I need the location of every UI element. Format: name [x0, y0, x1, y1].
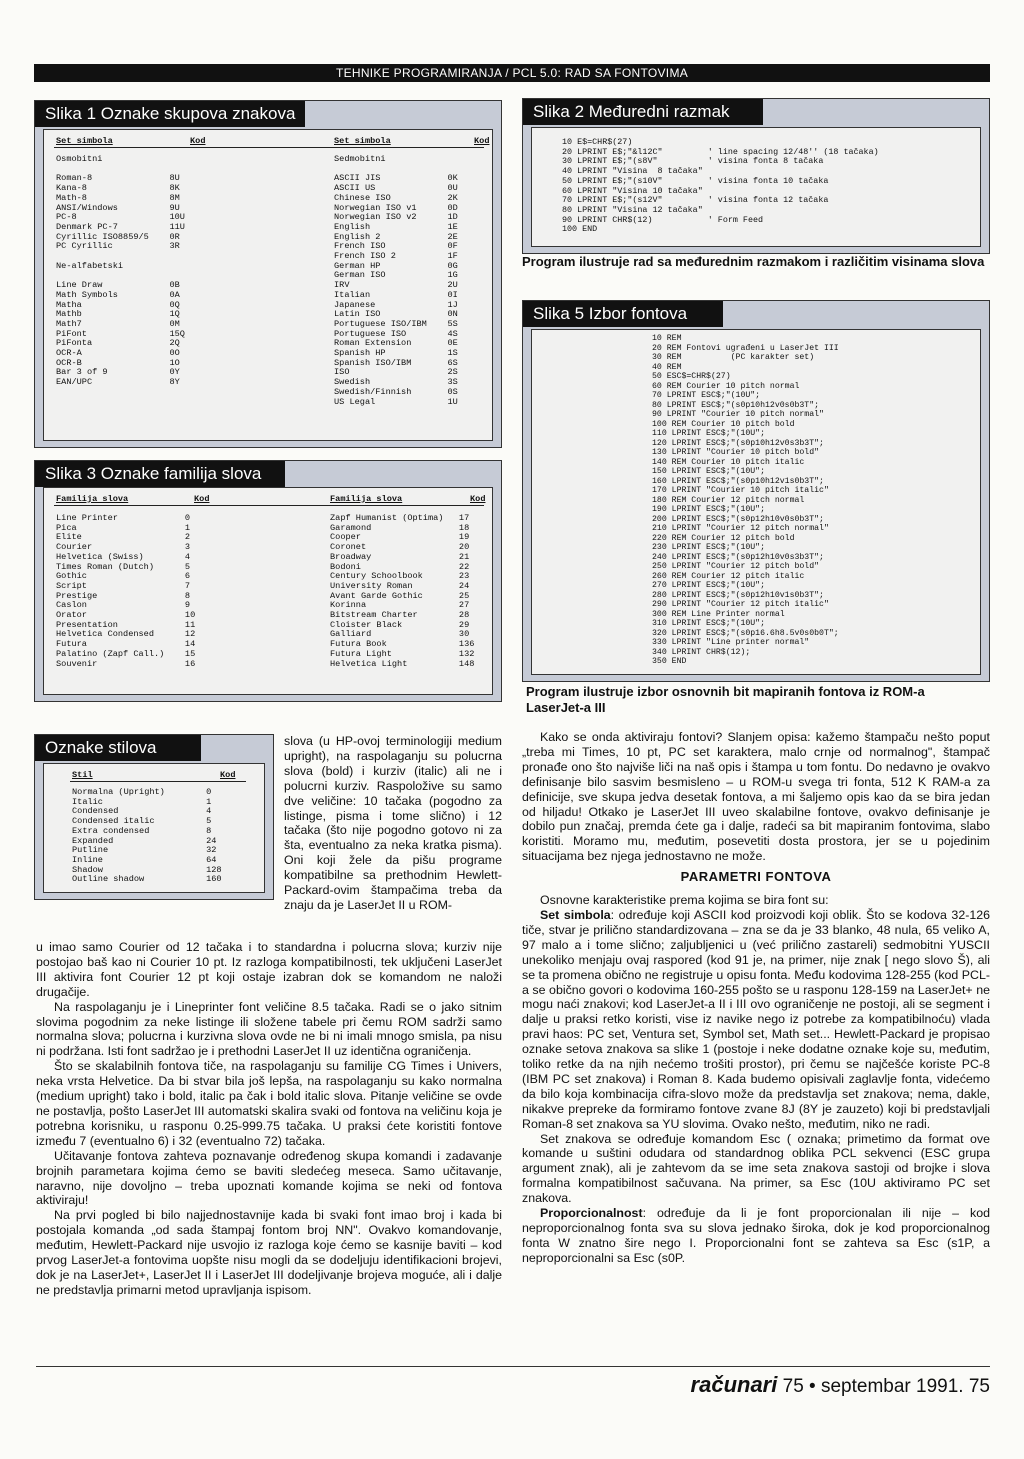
styles-title: Oznake stilova: [35, 735, 201, 761]
styles-col-head: Stil: [72, 770, 93, 780]
article-r4: Set znakova se određuje komandom Esc ( oznaka; primetimo da format ove komande u suštini odudara od standardnog oblika PCL sekvenci (ESC grupa argument znak), ali je zahtevom da se ime seta znakova sastoji od brojke i slova formalna kompatibilnost sačuvana. Na primer, sa Esc (10U aktiviramo PC set znakova.: [522, 1131, 990, 1206]
issue-info: 75 • septembar 1991. 75: [782, 1376, 990, 1397]
figure-1-title: Slika 1 Oznake skupova znakova: [35, 101, 305, 127]
fig2-caption: Program ilustruje rad sa međurednim razmakom i različitim visinama slova: [522, 254, 985, 269]
fig3-left-list: Line Printer 0 Pica 1 Elite 2 Courier 3 Helvetica (Swiss) 4 Times Roman (Dutch) 5 Gothic 6 Script 7 Prestige 8 Caslon 9 Orator 10 Presentation 11 Helvetica Condensed 12 Futura 14 Palatino (Zapf Call.) 15 Souvenir 16: [56, 513, 196, 669]
figure-3-table: [43, 487, 493, 695]
figure-1: [34, 100, 502, 448]
figure-5-code-panel: [531, 329, 981, 675]
figure-3-title: Slika 3 Oznake familija slova: [35, 461, 285, 487]
fig3-kod-head-left: Kod: [194, 494, 210, 504]
article-p2: Na raspolaganju je i Lineprinter font veličine 8.5 tačaka. Radi se o jako sitnim slovima pogodnim za neke listinge ili složene tabele pri čemu ROM sadrži samo normalna slova; polucrna i kurzivna slova ovde ne bi ni imali mnogo smisla, pa nisu ni podržana. Isti font sadržao je i prethodni LaserJet II uz identična ograničenja.: [36, 999, 502, 1059]
figure-2-title: Slika 2 Međuredni razmak: [523, 99, 763, 125]
fig1-col-head-right: Set simbola: [334, 136, 391, 146]
fig1-kod-head-left: Kod: [190, 136, 206, 146]
footer: [560, 1372, 990, 1398]
figure-2: [522, 98, 990, 254]
fig3-kod-head-right: Kod: [470, 494, 486, 504]
figure-1-table: [43, 129, 493, 441]
fig1-left-list: Osmobitni Roman-8 8U Kana-8 8K Math-8 8M ANSI/Windows 9U PC-8 10U Denmark PC-7 11U Cyrillic ISO8859/5 0R PC Cyrillic 3R Ne-alfabetski Line Draw 0B Math Symbols 0A Matha 0Q Mathb 1Q Math7 0M PiFont 15Q PiFonta 2Q OCR-A 0O OCR-B 1O Bar 3 of 9 0Y EAN/UPC 8Y: [56, 154, 185, 388]
styles-kod-head: Kod: [220, 770, 236, 780]
article-p3: Što se skalabilnih fontova tiče, na raspolaganju su familije CG Times i Univers, neka vrsta Helvetice. Da bi stvar bila još lepša, na raspolaganju su kako normalna (medium upright) tako i bold, italic pa čak i bold italic slova. Pitanje veličine se ovde ne postavlja, pošto LaserJet III automatski skalira svaki od fontova na veličinu koja je potrebna korisniku, u rasponu 0.25-999.75 tačaka. U praksi ćete koristiti fontove između 7 (eventualno 6) i 32 (eventualno 72) tačaka.: [36, 1059, 502, 1148]
styles-list: Normalna (Upright) 0 Italic 1 Condensed 4 Condensed italic 5 Extra condensed 8 Expanded 24 Putline 32 Inline 64 Shadow 128 Outline shadow 160: [72, 787, 222, 885]
fig1-col-head-left: Set simbola: [56, 136, 113, 146]
fig5-caption: Program ilustruje izbor osnovnih bit mapiranih fontova iz ROM-a LaserJet-a III: [526, 684, 925, 715]
figure-5: [522, 300, 990, 682]
styles-table: [43, 763, 265, 893]
article-left-column: [36, 940, 502, 1298]
figure-2-code-panel: [531, 127, 981, 247]
figure-5-title: Slika 5 Izbor fontova: [523, 301, 723, 327]
article-wrap-paragraph: slova (u HP-ovoj terminologiji medium upright), na raspolaganju su polucrna slova (bold) i kurziv (italic) ali ne i polucrni kurziv. Raspoložive su samo dve veličine: 10 tačaka (pogodno za listinge, pisma i tome slično) i 12 tačaka (što nije pogodno gotovo ni za šta, eventualno za neka kratka pisma). Oni koji žele da pišu programe kompatibilne sa prethodnim Hewlett-Packard-ovim štampačima treba da znaju da je LaserJet II u ROM-: [284, 734, 502, 912]
article-r1: Kako se onda aktiviraju fontovi? Slanjem opisa: kažemo štampaču nešto poput „treba mi Times, 10 pt, PC set karaktera, malo crnje od normalnog", štampač pronađe ono što najviše liči na naš opis i štampa u tom fontu. Do nedavno je ovakvo definisanje bilo sasvim besmisleno – u ROM-u svega tri fonta, 512 K RAM-a za definicije, sve skupa jedva desetak fontova, a mi šaljemo opis kao da se bira jedan od hiljadu! Otkako je LaserJet III uveo skalabilne fontove, ovakvo definisanje je dobilo pun značaj, premda ćete ga i dalje, radeći sa bit mapiranim fontovima, slabo koristiti. Moramo mu, međutim, posevetiti dosta prostora, jer se u pojedinim situacijama bez njega jednostavno ne može.: [522, 730, 990, 864]
figure-3: [34, 460, 502, 702]
article-p4: Učitavanje fontova zahteva poznavanje određenog skupa komandi i zadavanje brojnih parametara kojima ćemo se baviti sledećeg meseca. Samo učitavanje, naravno, nije dovoljno – treba upoznati komande kojima se neki od fontova aktiviraju!: [36, 1148, 502, 1208]
article-p1-cont: u imao samo Courier od 12 tačaka i to standardna i polucrna slova; kurziv nije postojao baš kao ni Courier 10 pt. Iz razloga kompatibilnosti, tek uključeni LaserJet III aktivira font Courier 12 pt koji ostaje izabran dok se komandom ne naloži drugačije.: [36, 940, 502, 999]
styles-figure: [34, 734, 274, 900]
fig2-code: 10 E$=CHR$(27) 20 LPRINT E$;"&l12C" ' line spacing 12/48'' (18 tačaka) 30 LPRINT E$;"(s8V" ' visina fonta 8 tačaka 40 LPRINT "Visina 8 tačaka" 50 LPRINT E$;"(s10V" ' visina fonta 10 tačaka 60 LPRINT "Visina 10 tačaka" 70 LPRINT E$;"(s12V" ' visina fonta 12 tačaka 80 LPRINT "Visina 12 tačaka" 90 LPRINT CHR$(12) ' Form Feed 100 END: [562, 137, 879, 235]
fig3-col-head-left: Familija slova: [56, 494, 129, 504]
running-header: TEHNIKE PROGRAMIRANJA / PCL 5.0: RAD SA FONTOVIMA: [34, 64, 990, 82]
article-r2: Osnovne karakteristike prema kojima se bira font su:: [540, 893, 829, 908]
fig1-kod-head-right: Kod: [474, 136, 490, 146]
article-r5: Proporcionalnost: određuje da li je font proporcionalan ili nije – kod neproporcionalnog fonta sva su slova jednako široka, dok je kod proporcionalnog fonta W znatno šire nego I. Proporcionalni font se zahteva sa Esc (s1P, a neproporcionalni sa Esc (s0P.: [522, 1206, 990, 1265]
article-p5: Na prvi pogled bi bilo najjednostavnije kada bi svaki font imao broj i kada bi postojala komanda „od sada štampaj fontom broj NN". Ovakvo komandovanje, međutim, Hewlett-Packard nije usvojio iz razloga koje ćemo se kasnije baviti – kod prvog LaserJet-a fontovima uopšte nisu mogli da se dodeljuju identifikacioni brojevi, dok je na LaserJet+, LaserJet II i LaserJet III dodeljivanje brojeva moguće, ali i dalje ne predstavlja primarni metod upravljanja ispisom.: [36, 1208, 502, 1297]
magazine-logo: računari: [690, 1372, 778, 1397]
article-r3: Set simbola: određuje koji ASCII kod proizvodi koji oblik. Što se kodova 32-126 tiče, stvar je prilično standardizovana – zna se da je 33 blanko, 48 nula, 65 veliko A, 97 malo a i tome slično; zaljubljenici u (već prilično zastareli) sedmobitni YUSCII unekoliko menjaju ovaj raspored (kod 91 je, na primer, nije znak [ nego slovo Š), ali se ta promena obično ne registruje u opisu fonta. Među kodovima 128-255 (kod PCL-a se obično govori o kodovima 160-255 pošto se u rasponu 128-159 na LaserJet+ ne mogu naći znakovi; kod LaserJet-a II i III ovo ograničenje ne postoji, ali se segment i dalje u praksi retko koristi, vise iz navike nego iz potrebe za kompatibilnoću) vlada pravi haos: PC set, Ventura set, Symbol set, Math set... Hewlett-Packard je propisao oznake setova znakova sa slike 1 (postoje i neke dodatne oznake koje su, međutim, toliko retke da na njih nećemo trošiti prostor), pri čemu se najčešće koriste PC-8 (IBM PC set znakova) i Roman 8. Kada budemo opisivali zaglavlje fonta, videćemo da bilo koja kombinacija cifra-slovo može da predstavlja set znakova; nema, dakle, nikakve prepreke da formiramo fontove zvane 8J (8Y je zauzeto) koji bi predstavljali Roman-8 set znakova sa YU slovima. Ovako nešto, međutim, niko ne radi.: [522, 907, 991, 1131]
footer-rule: [36, 1366, 990, 1367]
fig5-code: 10 REM 20 REM Fontovi ugrađeni u LaserJet III 30 REM (PC karakter set) 40 REM 50 ESC$=CHR$(27) 60 REM Courier 10 pitch normal 70 LPRINT ESC$;"(10U"; 80 LPRINT ESC$;"(s0p10h12v0s0b3T"; 90 LPRINT "Courier 10 pitch normal" 100 REM Courier 10 pitch bold 110 LPRINT ESC$;"(10U"; 120 LPRINT ESC$;"(s0p10h12v0s3b3T"; 130 LPRINT "Courier 10 pitch bold" 140 REM Courier 10 pitch italic 150 LPRINT ESC$;"(10U"; 160 LPRINT ESC$;"(s0p10h12v1s0b3T"; 170 LPRINT "Courier 10 pitch italic" 180 REM Courier 12 pitch normal 190 LPRINT ESC$;"(10U"; 200 LPRINT ESC$;"(s0p12h10v0s0b3T"; 210 LPRINT "Courier 12 pitch normal" 220 REM Courier 12 pitch bold 230 LPRINT ESC$;"(10U"; 240 LPRINT ESC$;"(s0p12h10v0s3b3T"; 250 LPRINT "Courier 12 pitch bold" 260 REM Courier 12 pitch italic 270 LPRINT ESC$;"(10U"; 280 LPRINT ESC$;"(s0p12h10v1s0b3T"; 290 LPRINT "Courier 12 pitch italic" 300 REM Line Printer normal 310 LPRINT ESC$;"(10U"; 320 LPRINT ESC$;"(s0p16.6h8.5v0s0b0T"; 330 LPRINT "Line printer normal" 340 LPRINT CHR$(12); 350 END: [652, 334, 839, 666]
section-heading: PARAMETRI FONTOVA: [680, 869, 832, 885]
article-right-column: [522, 730, 990, 1266]
fig3-right-list: Zapf Humanist (Optima) 17 Garamond 18 Cooper 19 Coronet 20 Broadway 21 Bodoni 22 Century Schoolbook 23 University Roman 24 Avant Garde Gothic 25 Korinna 27 Bitstream Charter 28 Cloister Black 29 Galliard 30 Futura Book 136 Futura Light 132 Helvetica Light 148: [330, 513, 475, 669]
fig3-col-head-right: Familija slova: [330, 494, 403, 504]
fig1-right-list: Sedmobitni ASCII JIS 0K ASCII US 0U Chinese ISO 2K Norwegian ISO v1 0D Norwegian ISO v2 1D English 1E English 2 2E French ISO 0F French ISO 2 1F German HP 0G German ISO 1G IRV 2U Italian 0I Japanese 1J Latin ISO 0N Portuguese ISO/IBM 5S Portuguese ISO 4S Roman Extension 0E Spanish HP 1S Spanish ISO/IBM 6S ISO 2S Swedish 3S Swedish/Finnish 0S US Legal 1U: [334, 154, 458, 407]
